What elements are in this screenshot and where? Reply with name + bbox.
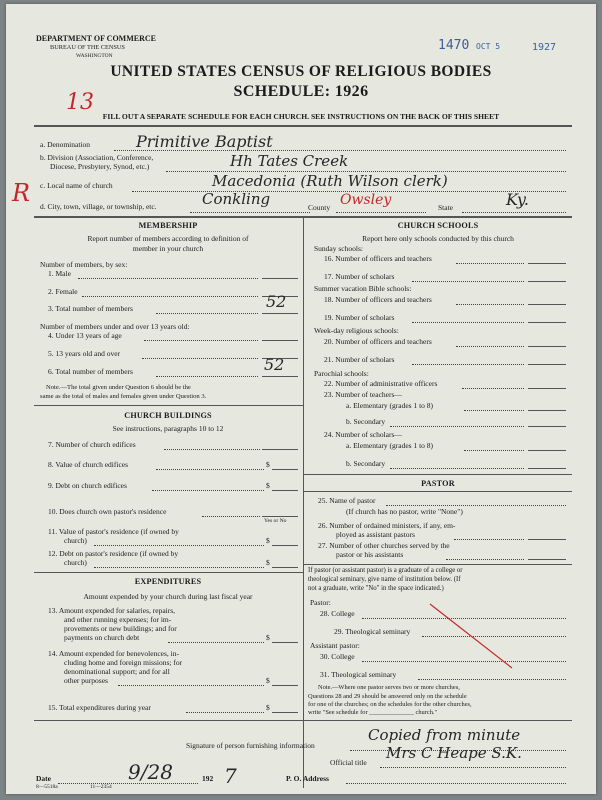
division-label-1: b. Division (Association, Conference, bbox=[40, 153, 154, 162]
q11-label-2: church) bbox=[64, 536, 87, 545]
red-pencil-stroke bbox=[426, 602, 516, 672]
city-label: d. City, town, village, or township, etc. bbox=[40, 202, 157, 211]
q13-dollar: $ bbox=[266, 633, 270, 642]
q27-label-2: pastor or his assistants bbox=[336, 550, 404, 559]
q14-line-4: other purposes bbox=[64, 676, 108, 685]
yes-no-hint: Yes or No bbox=[264, 518, 287, 524]
q14-dollar: $ bbox=[266, 676, 270, 685]
expenditures-intro: Amount expended by your church during last fiscal year bbox=[83, 592, 253, 601]
q27-label-1: 27. Number of other churches served by the bbox=[318, 541, 450, 550]
age-intro: Number of members under and over 13 years old: bbox=[40, 322, 190, 331]
pastor-note-3: for one of the churches; on the schedules for the other churches, bbox=[308, 701, 472, 708]
q15-dollar: $ bbox=[266, 703, 270, 712]
parochial-schools: Parochial schools: bbox=[314, 369, 369, 378]
form-code: 11—2354 bbox=[90, 784, 112, 790]
q23b-label: b. Secondary bbox=[346, 417, 386, 426]
pastor-note-1: Note.—Where one pastor serves two or more churches, bbox=[318, 684, 460, 691]
membership-intro-2: member in your church bbox=[132, 244, 204, 253]
sunday-schools: Sunday schools: bbox=[314, 244, 363, 253]
receipt-stamp-date: OCT 5 bbox=[476, 42, 501, 51]
q14-line-1: 14. Amount expended for benevolences, in- bbox=[48, 649, 180, 658]
official-title-value: Mrs C Heape S.K. bbox=[386, 744, 522, 762]
receipt-stamp-year: 1927 bbox=[532, 42, 557, 53]
q17-label: 17. Number of scholars bbox=[324, 272, 395, 281]
graduate-note-2: theological seminary, give name of institution below. (If bbox=[308, 576, 461, 583]
margin-number: 13 bbox=[66, 90, 94, 115]
q26-label-1: 26. Number of ordained ministers, if any, em- bbox=[318, 521, 456, 530]
pastor-label: Pastor: bbox=[310, 598, 331, 607]
city-value: Conkling bbox=[202, 190, 271, 208]
q9-dollar: $ bbox=[266, 481, 270, 490]
year-printed: 192 bbox=[202, 774, 214, 783]
q5-label: 5. 13 years old and over bbox=[48, 349, 121, 358]
q31-label: 31. Theological seminary bbox=[320, 670, 397, 679]
q1-label: 1. Male bbox=[48, 269, 71, 278]
division-label-2: Diocese, Presbytery, Synod, etc.) bbox=[50, 162, 150, 171]
q24a-label: a. Elementary (grades 1 to 8) bbox=[346, 441, 434, 450]
q6-value: 52 bbox=[264, 355, 285, 374]
pastor-note-4: write "See schedule for ______________ church." bbox=[308, 709, 438, 716]
dept-name: DEPARTMENT OF COMMERCE bbox=[36, 34, 157, 43]
schools-heading: CHURCH SCHOOLS bbox=[397, 221, 479, 230]
form-number: 8—5518a bbox=[36, 784, 58, 790]
asst-pastor-label: Assistant pastor: bbox=[310, 641, 360, 650]
membership-note-2: same as the total of males and females given under Question 3. bbox=[40, 393, 207, 400]
county-value: Owsley bbox=[340, 192, 392, 208]
q11-label-1: 11. Value of pastor's residence (if owned by bbox=[48, 527, 179, 536]
q2-label: 2. Female bbox=[48, 287, 78, 296]
members-by-sex: Number of members, by sex: bbox=[40, 260, 128, 269]
bureau-name: BUREAU OF THE CENSUS bbox=[50, 44, 125, 51]
q24b-label: b. Secondary bbox=[346, 459, 386, 468]
expenditures-heading: EXPENDITURES bbox=[134, 577, 202, 586]
q15-label: 15. Total expenditures during year bbox=[48, 703, 151, 712]
q24-label: 24. Number of scholars— bbox=[324, 430, 402, 439]
q8-label: 8. Value of church edifices bbox=[48, 460, 129, 469]
fill-instruction: FILL OUT A SEPARATE SCHEDULE FOR EACH CHURCH. SEE INSTRUCTIONS ON THE BACK OF THIS SHEET bbox=[102, 112, 500, 121]
county-label: County bbox=[308, 203, 331, 212]
year-value: 7 bbox=[224, 764, 237, 788]
membership-intro-1: Report number of members according to definition of bbox=[87, 234, 249, 243]
q18-label: 18. Number of officers and teachers bbox=[324, 295, 432, 304]
denomination-value: Primitive Baptist bbox=[136, 132, 273, 151]
q7-label: 7. Number of church edifices bbox=[48, 440, 136, 449]
q12-label-1: 12. Debt on pastor's residence (if owned by bbox=[48, 549, 179, 558]
date-value: 9/28 bbox=[128, 760, 173, 784]
graduate-note-3: not a graduate, write "No" in the space indicated.) bbox=[308, 585, 444, 592]
buildings-heading: CHURCH BUILDINGS bbox=[124, 411, 212, 420]
receipt-stamp-number: 1470 bbox=[438, 38, 470, 53]
membership-note-1: Note.—The total given under Question 6 should be the bbox=[46, 384, 191, 391]
q12-label-2: church) bbox=[64, 558, 87, 567]
q25-note: (If church has no pastor, write "None") bbox=[346, 507, 463, 516]
margin-mark: R bbox=[12, 179, 31, 207]
summer-schools: Summer vacation Bible schools: bbox=[314, 284, 412, 293]
q20-label: 20. Number of officers and teachers bbox=[324, 337, 432, 346]
graduate-note-1: If pastor (or assistant pastor) is a graduate of a college or bbox=[308, 567, 463, 574]
po-address-label: P. O. Address bbox=[286, 774, 329, 783]
state-value: Ky. bbox=[506, 190, 529, 209]
q3-label: 3. Total number of members bbox=[48, 304, 133, 313]
q23-label: 23. Number of teachers— bbox=[324, 390, 402, 399]
q26-label-2: ployed as assistant pastors bbox=[336, 530, 415, 539]
form-subtitle: SCHEDULE: 1926 bbox=[233, 83, 369, 100]
q16-label: 16. Number of officers and teachers bbox=[324, 254, 432, 263]
official-title-label: Official title bbox=[330, 758, 367, 767]
q29-label: 29. Theological seminary bbox=[334, 627, 411, 636]
census-schedule-page bbox=[6, 4, 596, 794]
q10-label: 10. Does church own pastor's residence bbox=[48, 507, 167, 516]
form-title: UNITED STATES CENSUS OF RELIGIOUS BODIES bbox=[110, 63, 492, 80]
q14-line-3: denominational support; and for all bbox=[64, 667, 170, 676]
city-name: WASHINGTON bbox=[76, 53, 113, 59]
pastor-heading: PASTOR bbox=[421, 479, 455, 488]
q13-line-3: provements or new buildings; and for bbox=[64, 624, 177, 633]
q13-line-4: payments on church debt bbox=[64, 633, 140, 642]
q8-dollar: $ bbox=[266, 460, 270, 469]
local-name-label: c. Local name of church bbox=[40, 181, 113, 190]
q14-line-2: cluding home and foreign missions; for bbox=[64, 658, 183, 667]
q13-line-1: 13. Amount expended for salaries, repairs, bbox=[48, 606, 176, 615]
q9-label: 9. Debt on church edifices bbox=[48, 481, 127, 490]
signature-label: Signature of person furnishing information bbox=[186, 741, 315, 750]
q22-label: 22. Number of administrative officers bbox=[324, 379, 438, 388]
q13-line-2: and other running expenses; for im- bbox=[64, 615, 172, 624]
q21-label: 21. Number of scholars bbox=[324, 355, 395, 364]
q19-label: 19. Number of scholars bbox=[324, 313, 395, 322]
q11-dollar: $ bbox=[266, 536, 270, 545]
state-label: State bbox=[438, 203, 453, 212]
date-label: Date bbox=[36, 774, 51, 783]
membership-heading: MEMBERSHIP bbox=[138, 221, 198, 230]
q28-label: 28. College bbox=[320, 609, 355, 618]
q25-label: 25. Name of pastor bbox=[318, 496, 376, 505]
q4-label: 4. Under 13 years of age bbox=[48, 331, 122, 340]
division-value: Hh Tates Creek bbox=[230, 152, 349, 170]
denomination-label: a. Denomination bbox=[40, 140, 90, 149]
q30-label: 30. College bbox=[320, 652, 355, 661]
schools-intro: Report here only schools conducted by this church bbox=[362, 234, 514, 243]
signature-value: Copied from minute bbox=[368, 726, 521, 744]
weekday-schools: Week-day religious schools: bbox=[314, 326, 399, 335]
q12-dollar: $ bbox=[266, 558, 270, 567]
q3-value: 52 bbox=[266, 292, 287, 311]
q6-label: 6. Total number of members bbox=[48, 367, 133, 376]
local-name-value: Macedonia (Ruth Wilson clerk) bbox=[212, 172, 448, 190]
pastor-note-2: Questions 28 and 29 should be answered only on the schedule bbox=[308, 693, 467, 700]
buildings-sub: See instructions, paragraphs 10 to 12 bbox=[112, 424, 224, 433]
q23a-label: a. Elementary (grades 1 to 8) bbox=[346, 401, 434, 410]
